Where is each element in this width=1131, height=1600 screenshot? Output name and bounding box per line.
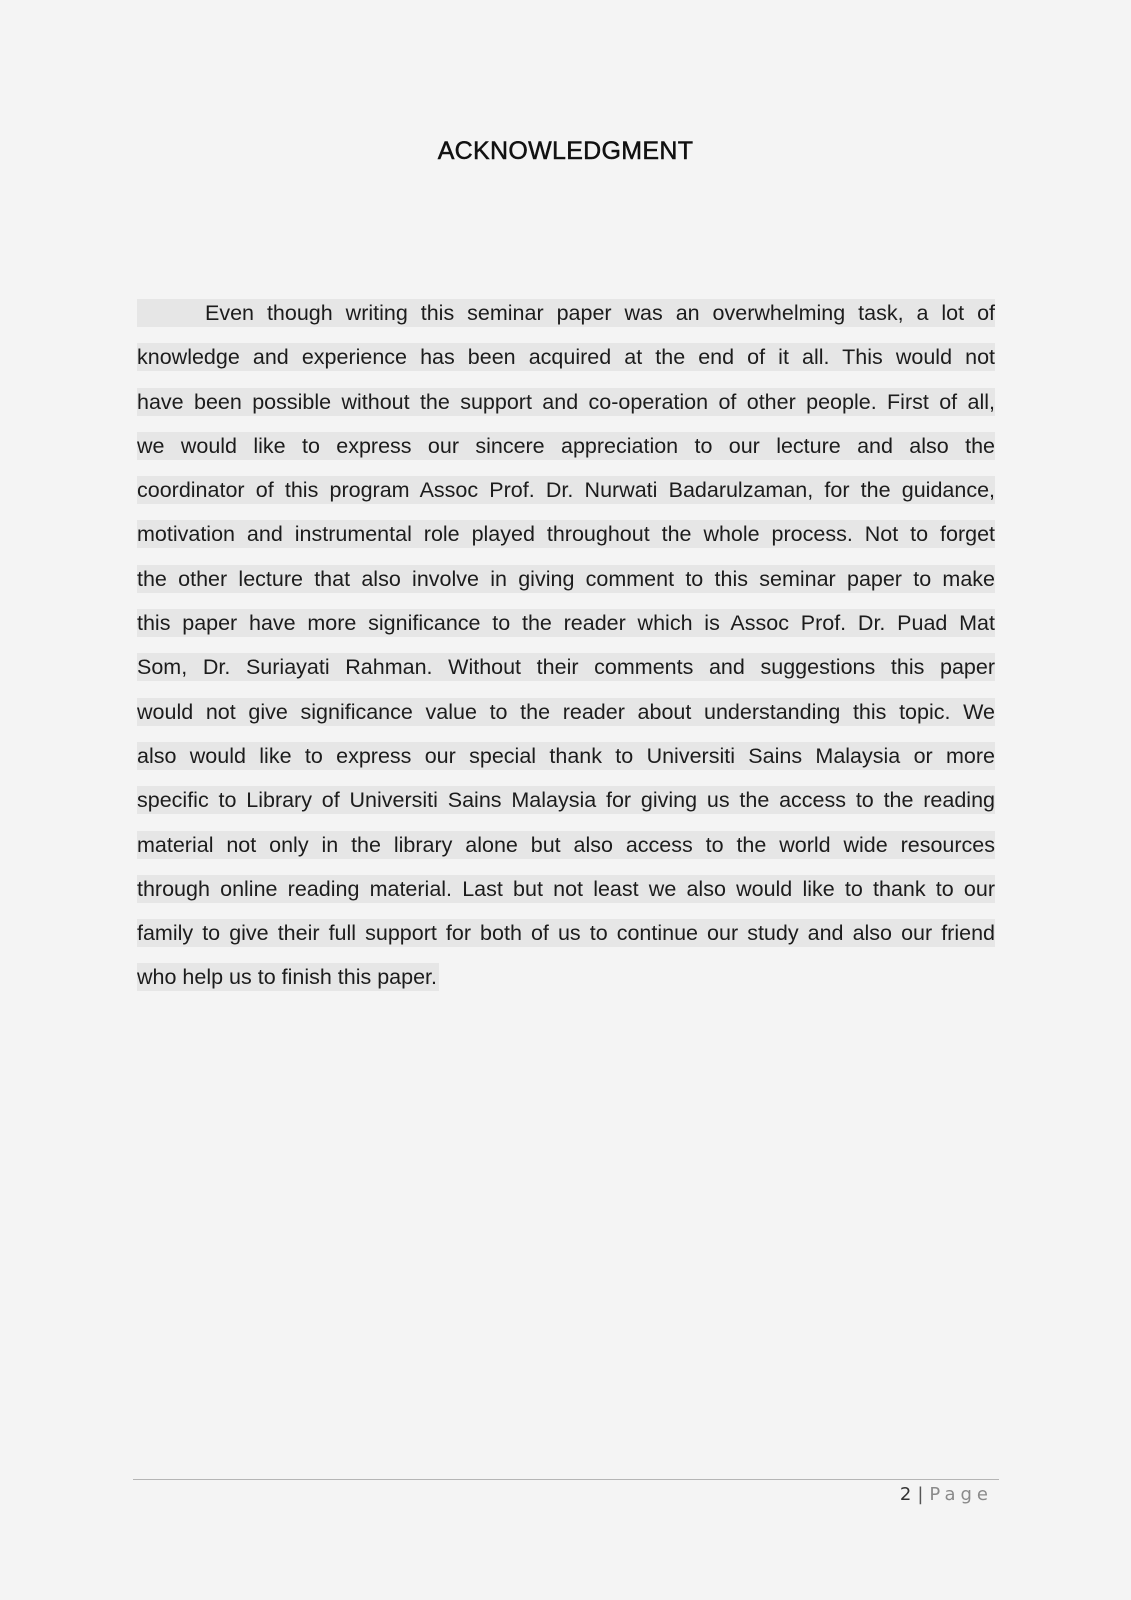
footer-divider	[133, 1479, 999, 1480]
paragraph-line: material not only in the library alone but also access to the world wide resources	[137, 832, 995, 857]
paragraph-line: through online reading material. Last but not least we also would like to thank to our	[137, 876, 995, 901]
paragraph-line: Even though writing this seminar paper was an overwhelming task, a lot of	[137, 299, 995, 338]
paragraph-line: family to give their full support for both of us to continue our study and also our friend	[137, 921, 995, 946]
paragraph-line: have been possible without the support and co-operation of other people. First of all,	[137, 389, 995, 414]
paragraph-line: coordinator of this program Assoc Prof. Dr. Nurwati Badarulzaman, for the guidance,	[137, 478, 995, 503]
paragraph-line: also would like to express our special thank to Universiti Sains Malaysia or more	[137, 743, 995, 768]
page-title: ACKNOWLEDGMENT	[437, 137, 694, 165]
paragraph-line: motivation and instrumental role played throughout the whole process. Not to forget	[137, 522, 995, 547]
paragraph-line: who help us to finish this paper.	[137, 965, 437, 990]
paragraph-line: specific to Library of Universiti Sains Malaysia for giving us the access to the reading	[137, 788, 995, 813]
paragraph-line: we would like to express our sincere appreciation to our lecture and also the	[137, 433, 995, 458]
page-footer	[900, 1484, 993, 1505]
page-number: 2	[899, 1484, 912, 1505]
paragraph-line: would not give significance value to the reader about understanding this topic. We	[137, 699, 995, 724]
footer-separator: |	[917, 1484, 924, 1505]
paragraph-line: this paper have more significance to the reader which is Assoc Prof. Dr. Puad Mat	[137, 611, 995, 636]
paragraph-line: knowledge and experience has been acquired at the end of it all. This would not	[137, 345, 995, 370]
page-label: Page	[929, 1484, 993, 1505]
paragraph-line: Som, Dr. Suriayati Rahman. Without their comments and suggestions this paper	[137, 655, 995, 680]
paragraph-line: the other lecture that also involve in giving comment to this seminar paper to make	[137, 566, 995, 591]
acknowledgment-paragraph	[137, 294, 995, 998]
